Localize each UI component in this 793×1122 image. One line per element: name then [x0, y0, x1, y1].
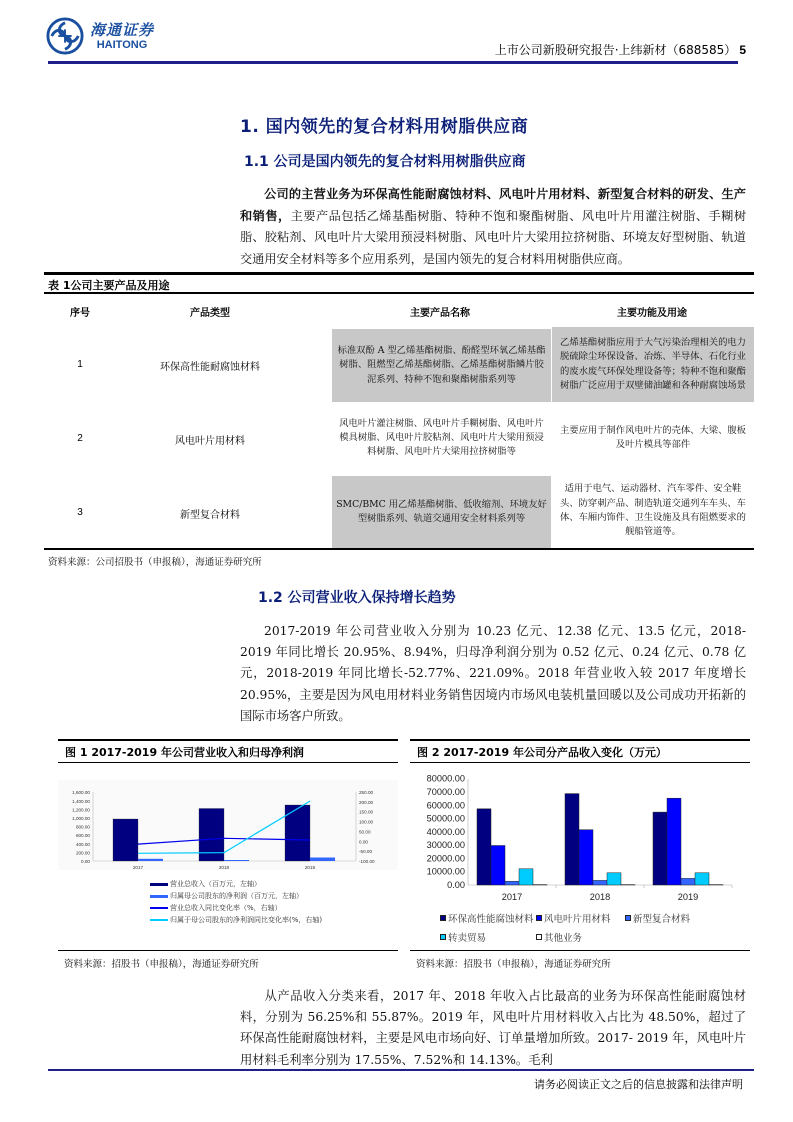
table-row-1-type: 环保高性能耐腐蚀材料 [160, 362, 260, 373]
page-number: 5 [739, 43, 746, 57]
figure1-title-rule [58, 762, 398, 763]
table-source: 资料来源：公司招股书（申报稿），海通证券研究所 [48, 557, 262, 568]
table-caption: 表 1公司主要产品及用途 [48, 279, 170, 292]
subsection-heading-1-1: 1.1 公司是国内领先的复合材料用树脂供应商 [244, 154, 526, 170]
svg-text:600.00: 600.00 [75, 833, 90, 839]
figure1-top-rule [58, 739, 398, 741]
figure2-top-rule [410, 739, 750, 741]
legend-label-trade: 转卖贸易 [448, 933, 487, 944]
svg-text:0.00: 0.00 [81, 859, 90, 864]
table-row-3-products: SMC/BMC 用乙烯基酯树脂、低收缩剂、环境友好型树脂系列、轨道交通用安全材料系列等 [332, 476, 551, 548]
table-row-1-products: 标准双酚 A 型乙烯基酯树脂、酚醛型环氧乙烯基酯树脂、阻燃型乙烯基酯树脂、乙烯基酯树脂鳞片胶泥系列、特种不饱和聚酯树脂系列等 [332, 329, 551, 402]
svg-text:100.00: 100.00 [359, 819, 374, 825]
page-header [0, 0, 793, 65]
section-heading: 1. 国内领先的复合材料用树脂供应商 [240, 117, 529, 137]
svg-text:2018: 2018 [218, 865, 230, 870]
table-header-usage: 主要功能及用途 [617, 308, 687, 319]
svg-text:20000.00: 20000.00 [426, 853, 465, 864]
legend-label-other: 其他业务 [544, 933, 583, 944]
svg-text:80000.00: 80000.00 [426, 773, 465, 784]
legend-label-profit-yoy: 归属于母公司股东的净利润同比变化率(%，右轴) [170, 916, 323, 924]
report-title [495, 41, 746, 58]
svg-text:250.00: 250.00 [359, 790, 374, 795]
legend-label-wind: 风电叶片用材料 [544, 914, 611, 925]
logo-english-name: HAITONG [96, 38, 148, 51]
legend-swatch-profit-yoy [150, 919, 168, 921]
report-title-text: 上市公司新股研究报告·上纬新材（688585） [494, 43, 737, 57]
figure2-title-rule [410, 762, 750, 763]
table-row-3-type: 新型复合材料 [180, 510, 240, 521]
table-bottom-rule [44, 548, 754, 550]
legend-swatch-other [536, 934, 542, 940]
table-header-num: 序号 [70, 308, 90, 319]
table-caption-rule [44, 292, 754, 294]
haitong-emblem-icon [46, 17, 84, 55]
table-row-2-num: 2 [77, 433, 83, 444]
figure2-title: 图 2 2017-2019 年公司分产品收入变化（万元） [417, 746, 667, 759]
table-row-1-usage: 乙烯基酯树脂应用于大气污染治理相关的电力脱硫除尘环保设备、冶炼、半导体、石化行业的废水废气环保处理设备等；特种不饱和聚酯树脂广泛应用于双壁储油罐和各种耐腐蚀场景 [552, 327, 754, 402]
legend-label-composite: 新型复合材料 [633, 914, 691, 925]
svg-text:1,600.00: 1,600.00 [72, 790, 90, 796]
table-header-products: 主要产品名称 [410, 308, 470, 319]
table-top-rule [44, 272, 754, 275]
svg-text:0.00: 0.00 [447, 880, 465, 890]
legend-label-net-profit: 归属母公司股东的净利润（百万元，左轴） [170, 892, 303, 900]
svg-text:200.00: 200.00 [75, 850, 90, 856]
footer-divider [48, 1069, 754, 1071]
table-row-2-products: 风电叶片灌注树脂、风电叶片手糊树脂、风电叶片模具树脂、风电叶片胶粘剂、风电叶片大梁用预浸料树脂、风电叶片大梁用拉挤树脂等 [339, 417, 544, 458]
table-row-3-usage: 适用于电气、运动器材、汽车零件、安全鞋头、防穿刺产品、制造轨道交通列车车头、车体、车厢内饰件、卫生设施及具有阻燃要求的舰船管道等。 [560, 483, 746, 538]
product-revenue-paragraph [240, 986, 746, 1071]
table-row-3-num: 3 [77, 507, 83, 518]
revenue-body: 2017-2019 年公司营业收入分别为 10.23 亿元、12.38 亿元、13.5 亿元，2018-2019 年同比增长 20.95%、8.94%，归母净利润分别为 0.52 亿元、0.24 亿元、0.78 亿元，2018-2019 年同比增长-52.77%、221.09%。2018 年营业收入较 2017 年度增长 20.95%，主要是因为风电用材料业务销售因境内市场风电装机量回暖以及公司成功开拓新的国际市场客户所致。 [240, 624, 746, 723]
figure2-chart [410, 770, 750, 905]
figure1-source: 资料来源：招股书（申报稿），海通证券研究所 [64, 959, 259, 970]
legend-swatch-net-profit [150, 895, 168, 898]
footer-disclaimer: 请务必阅读正文之后的信息披露和法律声明 [534, 1078, 743, 1091]
figure1-chart [58, 780, 398, 870]
figure2-source: 资料来源：招股书（申报稿），海通证券研究所 [416, 959, 611, 970]
intro-body: 主要产品包括乙烯基酯树脂、特种不饱和聚酯树脂、风电叶片用灌注树脂、手糊树脂、胶粘剂、风电叶片大梁用预浸料树脂、风电叶片大梁用拉挤树脂、环境友好型树脂、轨道交通用安全材料等多个应用系列，是国内领先的复合材料用树脂供应商。 [240, 208, 747, 266]
legend-label-revenue: 营业总收入（百万元，左轴） [170, 880, 261, 888]
table-row-1-num: 1 [77, 359, 83, 370]
intro-paragraph [240, 184, 746, 270]
svg-text:-50.00: -50.00 [359, 849, 373, 855]
legend-swatch-composite [625, 915, 631, 921]
svg-text:400.00: 400.00 [75, 841, 90, 847]
logo-chinese-name: 海通证券 [90, 20, 155, 39]
svg-text:2019: 2019 [677, 892, 699, 902]
svg-text:70000.00: 70000.00 [426, 787, 465, 797]
svg-text:200.00: 200.00 [359, 799, 374, 805]
svg-text:2017: 2017 [132, 865, 144, 870]
legend-swatch-corrosion [440, 915, 446, 921]
figure1-title: 图 1 2017-2019 年公司营业收入和归母净利润 [65, 746, 304, 759]
svg-text:-100.00: -100.00 [359, 859, 375, 864]
figure1-bottom-rule [58, 950, 398, 951]
header-divider [48, 61, 738, 64]
svg-text:40000.00: 40000.00 [426, 826, 465, 837]
svg-text:0.00: 0.00 [359, 839, 368, 845]
svg-text:1,400.00: 1,400.00 [72, 798, 90, 804]
legend-swatch-trade [440, 934, 446, 940]
legend-swatch-revenue-yoy [150, 907, 168, 909]
legend-swatch-revenue [150, 883, 168, 886]
legend-label-revenue-yoy: 营业总收入同比变化率（%，右轴） [170, 904, 282, 912]
table-header-type: 产品类型 [190, 308, 230, 319]
product-revenue-body: 从产品收入分类来看，2017 年、2018 年收入占比最高的业务为环保高性能耐腐蚀材料，分别为 56.25%和 55.87%。2019 年，风电叶片用材料收入占比为 48.50%，超过了环保高性能耐腐蚀材料，主要是风电市场向好、订单量增加所致。2017- 2019 年，风电叶片用材料毛利率分别为 17.55%、7.52%和 14.13%。毛利 [240, 989, 746, 1067]
subsection-heading-1-2: 1.2 公司营业收入保持增长趋势 [258, 590, 456, 606]
svg-text:1,200.00: 1,200.00 [72, 807, 90, 813]
table-row-2-usage: 主要应用于制作风电叶片的壳体、大梁、腹板及叶片模具等部件 [560, 424, 746, 450]
svg-text:2018: 2018 [589, 892, 611, 902]
svg-text:30000.00: 30000.00 [426, 840, 465, 851]
svg-text:50000.00: 50000.00 [426, 813, 465, 824]
figure2-bottom-rule [410, 950, 750, 951]
svg-text:50.00: 50.00 [359, 829, 371, 835]
svg-text:1,000.00: 1,000.00 [72, 816, 90, 821]
legend-swatch-wind [536, 915, 542, 921]
svg-text:150.00: 150.00 [359, 809, 374, 815]
svg-text:800.00: 800.00 [75, 824, 90, 830]
table-row-2-type: 风电叶片用材料 [175, 436, 245, 447]
svg-text:2019: 2019 [304, 865, 316, 870]
haitong-logo [46, 16, 166, 56]
intro-lead-bold: 公司的主营业务为环保高性能耐腐蚀材料、风电叶片用材料、新型复合材料的研发、生产和销售， [240, 187, 746, 223]
legend-label-corrosion: 环保高性能腐蚀材料 [448, 914, 534, 925]
svg-text:60000.00: 60000.00 [426, 800, 465, 811]
svg-text:10000.00: 10000.00 [426, 866, 465, 877]
revenue-paragraph [240, 621, 746, 727]
svg-text:2017: 2017 [501, 892, 523, 902]
